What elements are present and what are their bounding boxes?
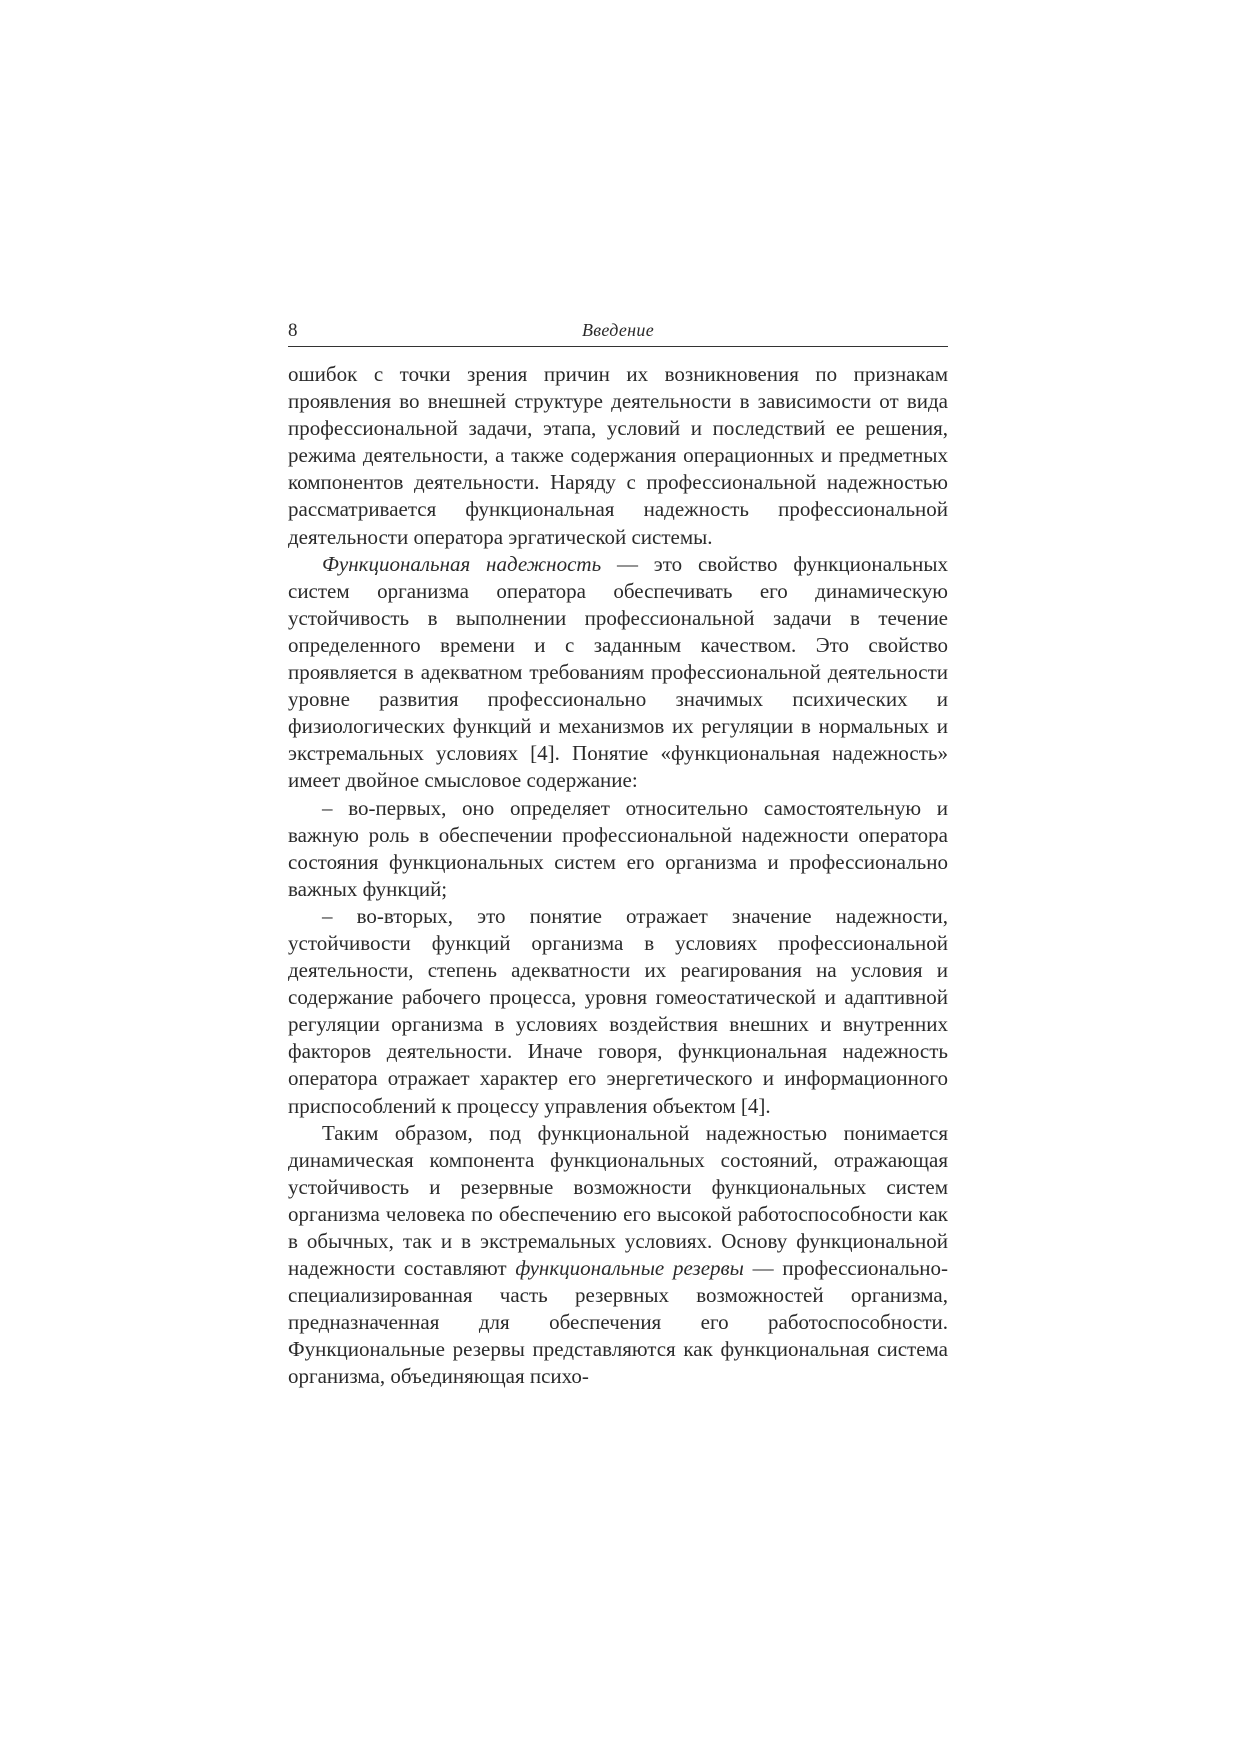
body-text: [288, 361, 948, 1391]
running-head: [288, 318, 948, 347]
paragraph-text: – во-первых, оно определяет относительно самостоятельную и важную роль в обеспечении профессиональной надежности оператора состояния функциональных систем его организма и профессионально важных функций;: [288, 795, 948, 901]
paragraph-text: — это свойство функциональных систем организма оператора обеспечивать его динамическую устойчивость в выполнении профессиональной задачи в течение определенного времени и с заданным качеством. Это свойство проявляется в адекватном требованиям профессиональной деятельности уровне развития профессионально значимых психических и физиологических функций и механизмов их регуляции в нормальных и экстремальных условиях [4]. Понятие «функциональная надежность» имеет двойное смысловое содержание:: [288, 551, 948, 793]
defined-term: Функциональная надежность: [322, 551, 602, 576]
paragraph-continued: [288, 361, 948, 551]
paragraph-text: — профессионально-специализированная часть резервных возможностей организма, предназначенная для обеспечения его работоспособности. Функциональные резервы представляются как функциональная система организма, объединяющая психо-: [288, 1256, 948, 1389]
list-item-first: [288, 795, 948, 903]
list-item-second: [288, 903, 948, 1120]
paragraph-conclusion: [288, 1120, 948, 1391]
paragraph-text: ошибок с точки зрения причин их возникновения по признакам проявления во внешней структуре деятельности в зависимости от вида профессиональной задачи, этапа, условий и последствий ее решения, режима деятельности, а также содержания операционных и предметных компонентов деятельности. Наряду с профессиональной надежностью рассматривается функциональная надежность профессиональной деятельности оператора эргатической системы.: [288, 362, 948, 549]
running-title: Введение: [582, 320, 654, 340]
paragraph-text: – во-вторых, это понятие отражает значение надежности, устойчивости функций организма в условиях профессиональной деятельности, степень адекватности их реагирования на условия и содержание рабочего процесса, уровня гомеостатической и адаптивной регуляции организма в условиях воздействия внешних и внутренних факторов деятельности. Иначе говоря, функциональная надежность оператора отражает характер его энергетического и информационного приспособлений к процессу управления объектом [4].: [288, 903, 948, 1118]
defined-term: функциональные резервы: [515, 1256, 744, 1281]
page-number: 8: [288, 320, 298, 341]
book-page: [288, 318, 948, 1391]
paragraph-definition-functional-reliability: [288, 551, 948, 795]
paragraph-text: Таким образом, под функциональной надежностью понимается динамическая компонента функциональных состояний, отражающая устойчивость и резервные возможности функциональных систем организма человека по обеспечению его высокой работоспособности как в обычных, так и в экстремальных условиях. Основу функциональной надежности составляют: [288, 1120, 948, 1281]
